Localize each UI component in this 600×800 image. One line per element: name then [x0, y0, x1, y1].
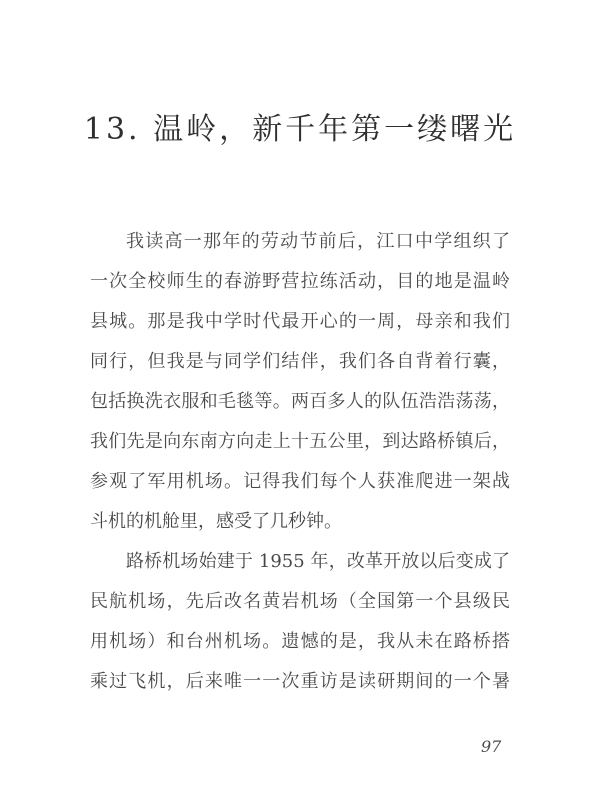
body-text: [90, 222, 510, 702]
page-number: 97: [481, 737, 502, 756]
text-line: 包括换洗衣服和毛毯等。两百多人的队伍浩浩荡荡，: [90, 391, 510, 412]
text-line: 乘过飞机，后来唯一一次重访是读研期间的一个暑: [90, 671, 510, 692]
text-line: 一次全校师生的春游野营拉练活动，目的地是温岭: [90, 271, 510, 292]
text-line: 用机场）和台州机场。遗憾的是，我从未在路桥搭: [90, 631, 510, 652]
text-line: 我们先是向东南方向走上十五公里，到达路桥镇后，: [90, 431, 510, 452]
text-line: 县城。那是我中学时代最开心的一周，母亲和我们: [90, 311, 510, 332]
text-line: 我读高一那年的劳动节前后，江口中学组织了: [126, 231, 510, 252]
text-line: 路桥机场始建于 1955 年，改革开放以后变成了: [126, 551, 510, 572]
paragraph: [90, 222, 510, 542]
text-line: 斗机的机舱里，感受了几秒钟。: [90, 511, 342, 532]
text-line: 同行，但我是与同学们结伴，我们各自背着行囊，: [90, 351, 510, 372]
paragraph: [90, 542, 510, 702]
text-line: 参观了军用机场。记得我们每个人获准爬进一架战: [90, 471, 510, 492]
text-line: 民航机场，先后改名黄岩机场（全国第一个县级民: [90, 591, 510, 612]
chapter-title: 13. 温岭，新千年第一缕曙光: [83, 112, 517, 147]
